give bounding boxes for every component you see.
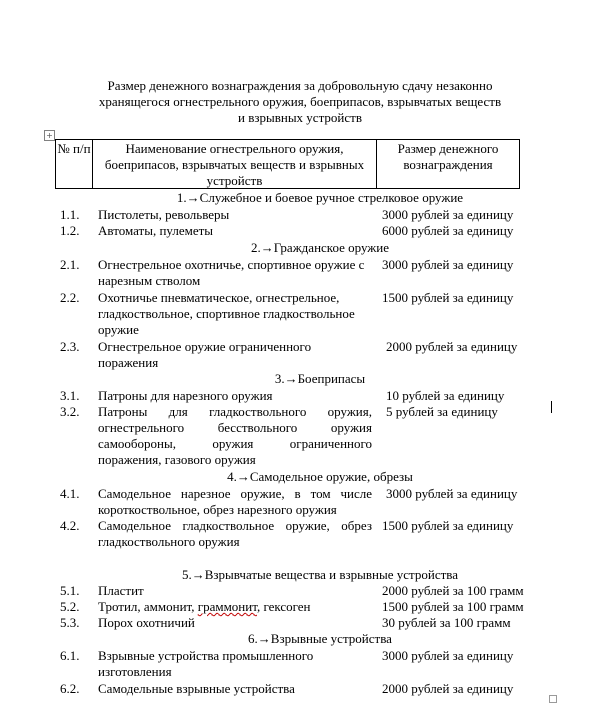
row-number: 3.1. <box>60 388 80 403</box>
row-price: 2000 рублей за единицу <box>386 339 518 354</box>
row-name: Огнестрельное охотничье, спортивное оружие с нарезным стволом <box>98 257 365 288</box>
title-line-3: и взрывных устройств <box>238 110 362 125</box>
row-name: Охотничье пневматическое, огнестрельное, гладкоствольное, спортивное гладкоствольное оружие <box>98 290 355 337</box>
row-name: Самодельные взрывные устройства <box>98 681 295 696</box>
section-title-2: 2.→Гражданское оружие <box>250 240 389 255</box>
header-col-name: Наименование огнестрельного оружия, боеприпасов, взрывчатых веществ и взрывных устройств <box>93 140 377 188</box>
title-line-1: Размер денежного вознаграждения за добровольную сдачу незаконно <box>107 78 493 93</box>
row-price: 1500 рублей за единицу <box>382 290 514 305</box>
row-name: Автоматы, пулеметы <box>98 223 214 238</box>
row-number: 4.2. <box>60 518 80 533</box>
text-cursor <box>551 401 552 413</box>
move-handle-icon[interactable]: + <box>44 130 55 141</box>
document-title <box>70 78 530 126</box>
row-price: 3000 рублей за единицу <box>382 648 514 663</box>
row-number: 5.2. <box>60 599 80 614</box>
section-title-5: 5.→Взрывчатые вещества и взрывные устройства <box>181 567 459 582</box>
row-name: Пистолеты, револьверы <box>98 207 230 222</box>
row-name: Пластит <box>98 583 144 598</box>
row-name-part: , гексоген <box>256 599 311 614</box>
row-price: 30 рублей за 100 грамм <box>382 615 511 630</box>
row-number: 3.2. <box>60 404 80 419</box>
section-title-4: 4.→Самодельное оружие, обрезы <box>227 469 413 484</box>
row-price: 6000 рублей за единицу <box>382 223 514 238</box>
section-title-1: 1.→Служебное и боевое ручное стрелковое оружие <box>176 190 464 205</box>
section-title-6: 6.→Взрывные устройства <box>248 631 392 646</box>
row-name <box>98 599 372 615</box>
row-name: Взрывные устройства промышленного изготовления <box>98 648 314 679</box>
row-price: 3000 рублей за единицу <box>386 486 518 501</box>
row-number: 5.1. <box>60 583 80 598</box>
row-price: 2000 рублей за 100 грамм <box>382 583 524 598</box>
row-number: 6.1. <box>60 648 80 663</box>
row-price: 3000 рублей за единицу <box>382 207 514 222</box>
row-name-part: Тротил, аммонит, <box>98 599 198 614</box>
misspelled-word[interactable]: граммонит <box>197 599 257 614</box>
row-number: 1.1. <box>60 207 80 222</box>
row-price: 3000 рублей за единицу <box>382 257 514 272</box>
row-name: Самодельное нарезное оружие, в том числе короткоствольное, обрез нарезного оружия <box>98 486 372 517</box>
row-name: Порох охотничий <box>98 615 195 630</box>
row-price: 1500 рублей за единицу <box>382 518 514 533</box>
header-col-number: № п/п <box>56 140 93 188</box>
row-number: 2.1. <box>60 257 80 272</box>
table-header <box>55 139 520 189</box>
row-name: Самодельное гладкоствольное оружие, обрез гладкоствольного оружия <box>98 518 372 549</box>
row-name: Огнестрельное оружие ограниченного поражения <box>98 339 312 370</box>
header-col-reward: Размер денежного вознаграждения <box>397 141 499 172</box>
row-name: Патроны для гладкоствольного оружия, огнестрельного бесствольного оружия самообороны, оружия ограниченного поражения, газового оружия <box>98 404 372 467</box>
row-number: 5.3. <box>60 615 80 630</box>
row-price: 2000 рублей за единицу <box>382 681 514 696</box>
row-price: 10 рублей за единицу <box>386 388 505 403</box>
row-number: 4.1. <box>60 486 80 501</box>
section-title-3: 3.→Боеприпасы <box>274 371 366 386</box>
row-price: 5 рублей за единицу <box>386 404 498 419</box>
table-end-mark <box>549 695 557 703</box>
row-number: 2.2. <box>60 290 80 305</box>
row-number: 2.3. <box>60 339 80 354</box>
row-number: 6.2. <box>60 681 80 696</box>
row-number: 1.2. <box>60 223 80 238</box>
row-name: Патроны для нарезного оружия <box>98 388 273 403</box>
title-line-2: хранящегося огнестрельного оружия, боеприпасов, взрывчатых веществ <box>98 94 502 109</box>
row-price: 1500 рублей за 100 грамм <box>382 599 524 614</box>
